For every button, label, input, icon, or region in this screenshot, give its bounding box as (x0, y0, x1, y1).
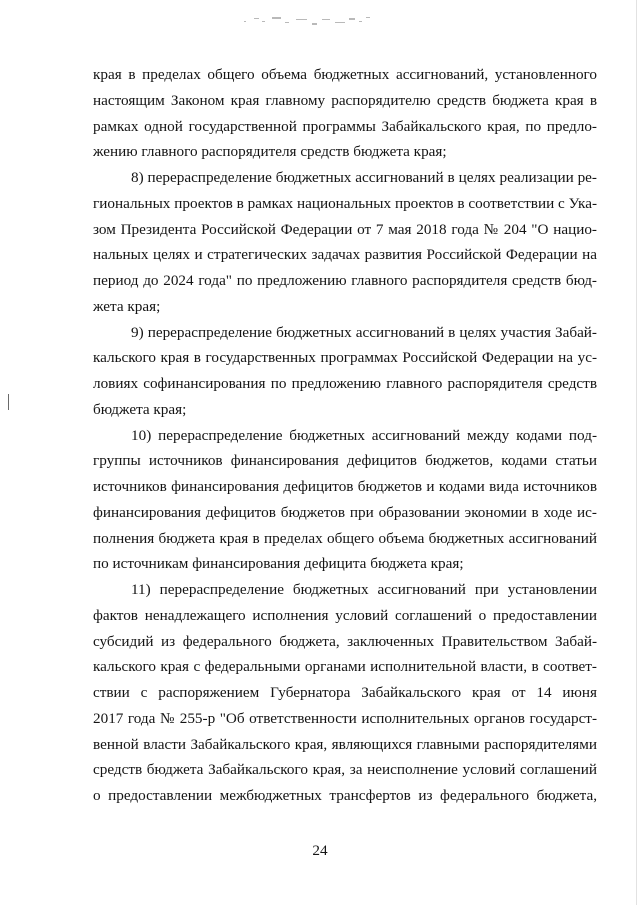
text-line: нальных целях и стратегических задачах развития Российской Федерации на (93, 246, 597, 264)
text-line: о предоставлении межбюджетных трансфертов из федерального бюджета, (93, 787, 597, 804)
margin-mark (8, 394, 9, 410)
paragraph-item-8 (93, 165, 597, 320)
text-line: рамках одной государственной программы Забайкальского края, по предло- (93, 117, 597, 135)
text-line: 8) перераспределение бюджетных ассигнований в целях реализации ре- (131, 169, 597, 186)
text-line: по источникам финансирования дефицита бюджета края; (93, 555, 464, 573)
text-line: кальского края в государственных программах Российской Федерации на ус- (93, 349, 597, 367)
text-line: 10) перераспределение бюджетных ассигнований между кодами под- (131, 426, 597, 444)
text-line: бюджета края; (93, 400, 187, 418)
text-line: венной власти Забайкальского края, являющихся главными распорядителями (93, 735, 597, 753)
text-line: 2017 года № 255-р "Об ответственности исполнительных органов государст- (93, 709, 597, 727)
text-line: зом Президента Российской Федерации от 7 мая 2018 года № 204 "О нацио- (93, 220, 597, 238)
text-line: ловиях софинансирования по предложению главного распорядителя средств (93, 375, 597, 392)
text-line: края в пределах общего объема бюджетных ассигнований, установленного (93, 66, 597, 83)
text-line: гиональных проектов в рамках национальных проектов в соответствии с Ука- (93, 194, 597, 212)
text-line: полнения бюджета края в пределах общего объема бюджетных ассигнований (93, 529, 597, 547)
document-body (93, 62, 597, 809)
paragraph-continuation (93, 62, 597, 165)
text-line: период до 2024 года" по предложению главного распорядителя средств бюд- (93, 272, 597, 289)
text-line: 9) перераспределение бюджетных ассигнований в целях участия Забай- (131, 323, 597, 341)
text-line: группы источников финансирования дефицитов бюджетов, кодами статьи (93, 452, 597, 470)
text-line: средств бюджета Забайкальского края, за неисполнение условий соглашений (93, 761, 597, 779)
text-line: субсидий из федерального бюджета, заключенных Правительством Забай- (93, 632, 597, 650)
text-line: жению главного распорядителя средств бюджета края; (93, 143, 447, 161)
text-line: финансирования дефицитов бюджетов при образовании экономии в ходе ис- (93, 503, 597, 521)
text-line: источников финансирования дефицитов бюджетов и кодами вида источников (93, 478, 597, 495)
text-line: фактов ненадлежащего исполнения условий соглашений о предоставлении (93, 606, 597, 624)
text-line: 11) перераспределение бюджетных ассигнований при установлении (131, 581, 597, 598)
paragraph-item-10 (93, 423, 597, 578)
text-line: настоящим Законом края главному распорядителю средств бюджета края в (93, 91, 597, 109)
text-line: жета края; (93, 297, 161, 315)
text-line: кальского края с федеральными органами исполнительной власти, в соответ- (93, 658, 597, 676)
paragraph-item-11 (93, 577, 597, 809)
text-line: ствии с распоряжением Губернатора Забайкальского края от 14 июня (93, 684, 597, 701)
page-edge (636, 0, 637, 905)
scan-artifact (238, 10, 378, 30)
paragraph-item-9 (93, 320, 597, 423)
page-number: 24 (312, 842, 328, 859)
